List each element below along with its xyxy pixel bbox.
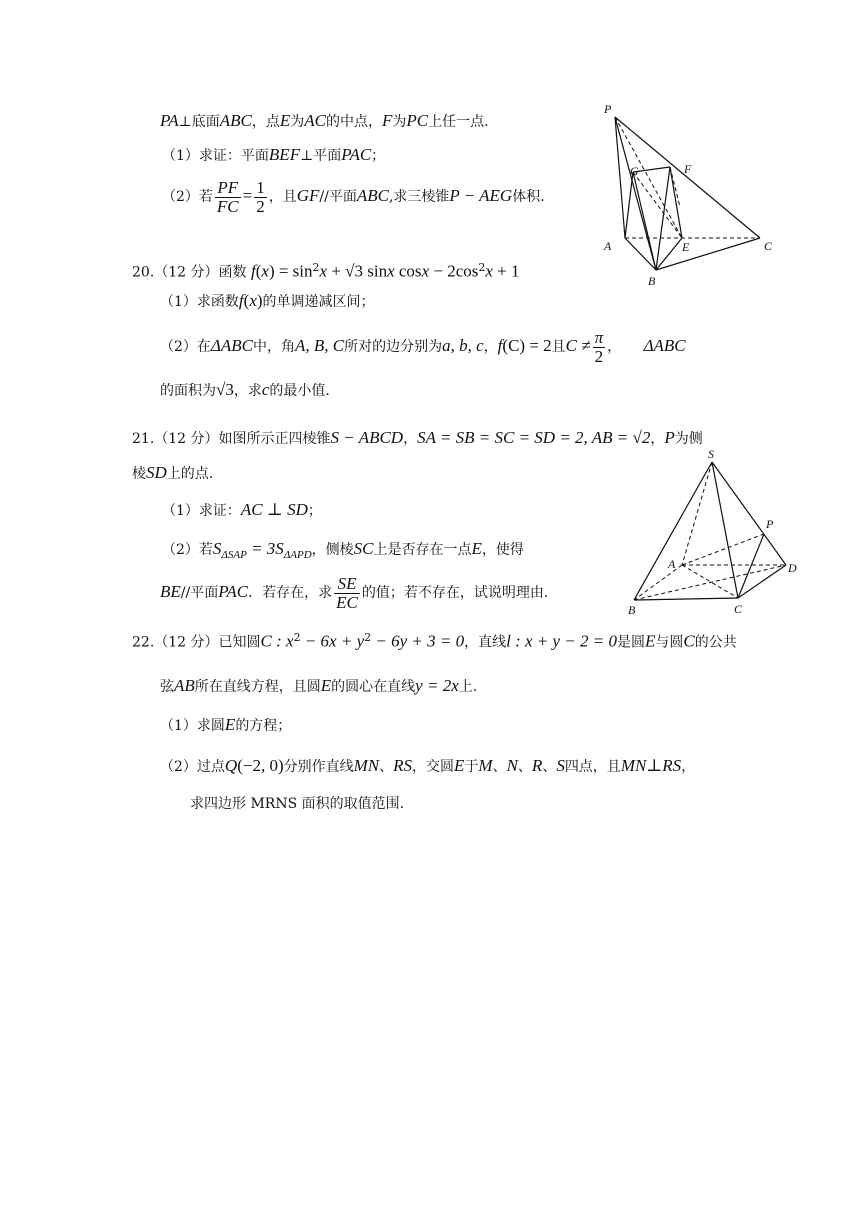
q20-part2: （2）在ΔABC中，角A, B, C所对的边分别为a, b, c，f(C) = 2且C ≠ $\frac{\pi}{2}$ ， ΔABC [160,327,686,366]
segment-gb [633,172,656,270]
label-p: P [766,517,774,531]
label-c: C [764,239,773,253]
edge-sc [712,462,738,598]
label-e: E [682,240,690,254]
q22-header-continued: 弦AB所在直线方程，且圆E的圆心在直线y = 2x上. [160,676,478,695]
q20-part2-continued: 的面积为√3，求c的最小值. [160,380,330,399]
label-a: A [604,239,612,253]
fraction-one-half: $\frac{1}{2}$ [256,177,265,216]
segment-ag [625,172,633,238]
edge-bc [634,598,738,600]
q21-part1: （1）求证：AC ⊥ SD； [162,500,322,519]
q19-condition-line: PA⊥底面ABC，点E为AC的中点，F为PC上任一点. [160,111,489,130]
edge-sa-hidden [682,462,712,565]
label-d: D [788,561,797,575]
q20-part1: （1）求函数f(x)的单调递减区间； [160,291,375,310]
q22-part1: （1）求圆E的方程； [160,715,292,734]
label-f: F [684,162,692,176]
q21-header: 21.（12 分）如图所示正四棱锥S − ABCD，SA = SB = SC = SD = 2, AB = √2，P为侧 [132,428,703,447]
q20-header: 20.（12 分）函数 $f(x) = \sin^2x + √3$ sinx $\cos x - 2\cos^2x + 1$ [132,261,520,281]
label-b: B [628,603,636,617]
fraction-pf-fc: $\frac{PF}{FC}$ [216,177,239,216]
diagonal-ac-hidden [682,565,738,598]
label-c: C [734,602,743,616]
label-g: G [630,164,639,178]
q21-part2-continued: BE//平面PAC．若存在，求 $\frac{SE}{EC}$ 的值；若不存在，试说明理由. [160,573,549,612]
label-b: B [648,274,656,288]
fraction-se-ec: $\frac{SE}{EC}$ [336,573,358,612]
q22-header: 22.（12 分）已知圆C : $x^2 - 6x + y^2 - 6y + 3 = 0$，直线l : x + y − 2 = 0是圆E与圆C的公共 [132,631,737,651]
q21-header-continued: 棱SD上的点. [132,463,214,482]
segment-ap-hidden [682,534,764,565]
q19-part2: （2）若 $\frac{PF}{FC}$ = $\frac{1}{2}$ ，且GF//平面ABC,求三棱锥P − AEG体积. [162,177,545,216]
label-p: P [604,102,612,116]
q21-part2: （2）若$S_{\Delta SAP} = 3S_{\Delta APD}$，侧棱SC上是否存在一点E，使得 [162,539,524,561]
edge-bc [656,238,760,270]
q19-pyramid-figure [590,95,790,295]
diagonal-bd-hidden [634,565,786,600]
fraction-pi-over-2: $\frac{\pi}{2}$ [594,327,604,366]
label-a: A [668,557,676,571]
label-s: S [708,447,714,461]
q22-part2: （2）过点Q(−2, 0)分别作直线MN、RS，交圆E于M、N、R、S四点，且MN⊥RS， [160,756,696,775]
q21-pyramid-figure [620,448,810,620]
edge-sb [634,462,712,600]
q22-part2-continued: 求四边形 MRNS 面积的取值范围. [190,796,405,812]
q19-part1: （1）求证：平面BEF⊥平面PAC； [162,145,386,164]
